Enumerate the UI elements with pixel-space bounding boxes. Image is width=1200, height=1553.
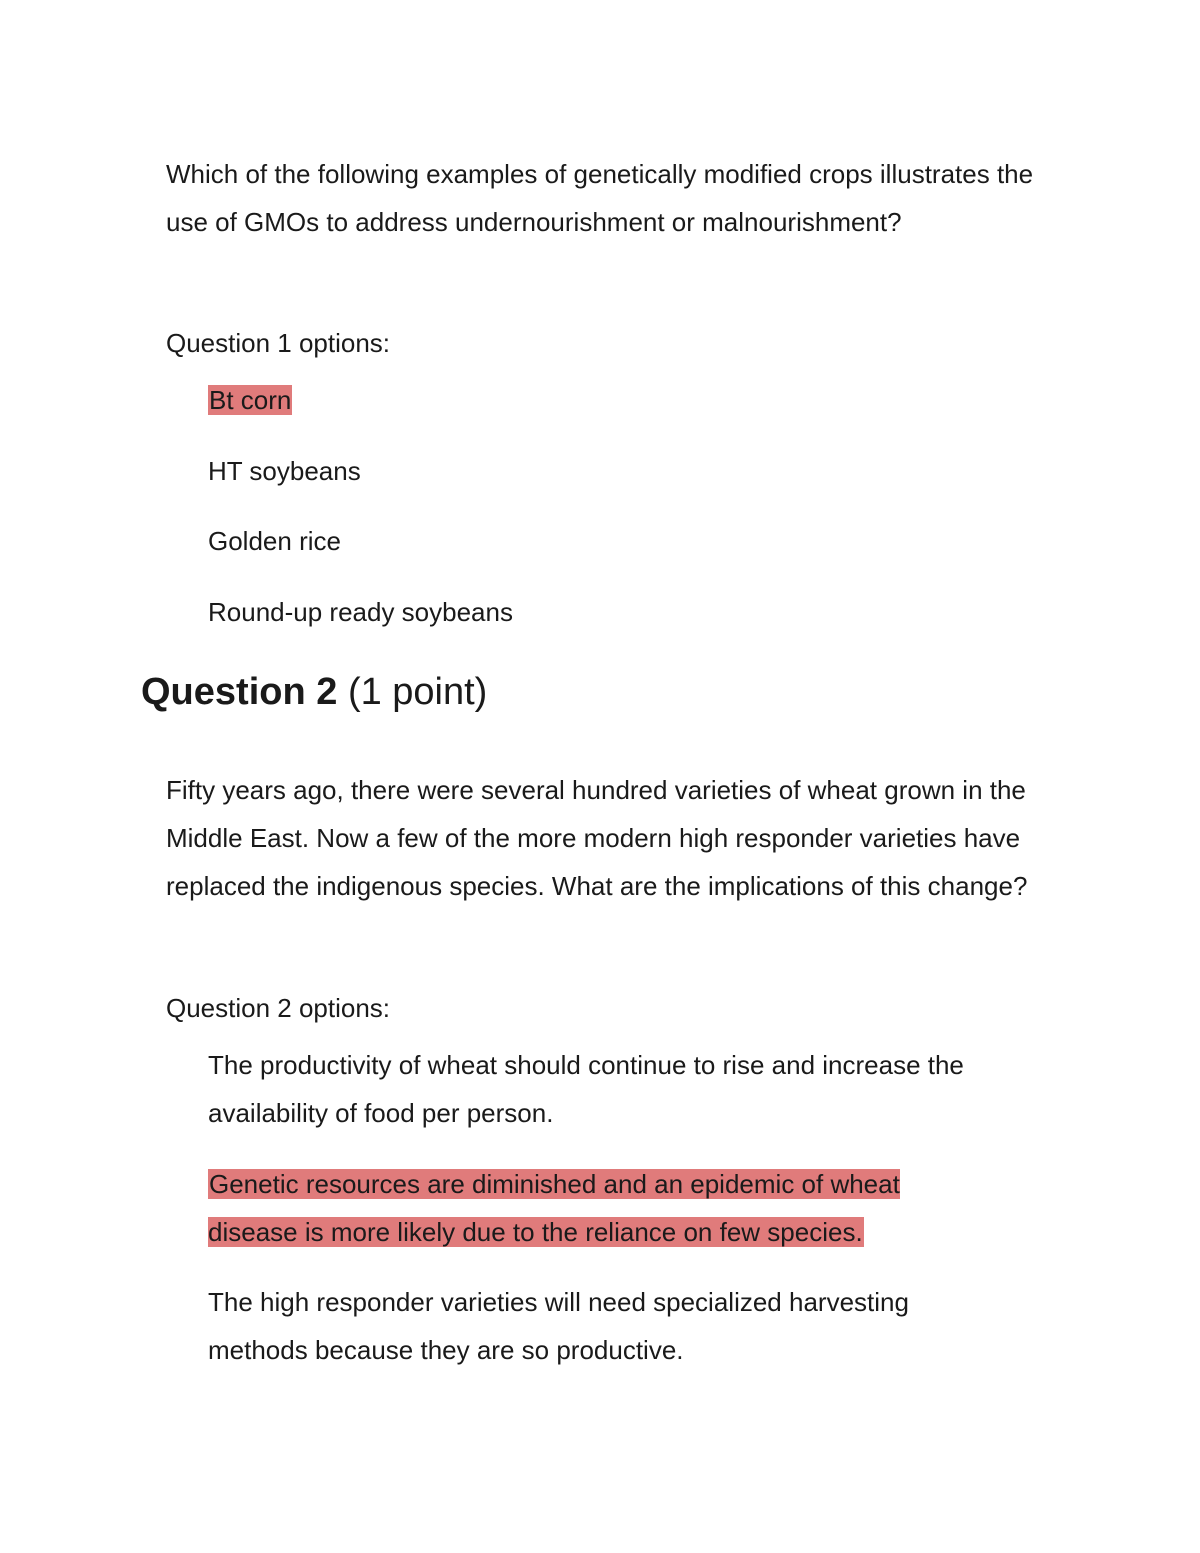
question-1-prompt: Which of the following examples of genetically modified crops illustrates the use of GMOs to address undernourishment or malnourishment? bbox=[166, 159, 1034, 237]
option-text: The high responder varieties will need specialized harvesting methods because they are so productive. bbox=[208, 1287, 909, 1365]
option-text: Bt corn bbox=[209, 385, 292, 415]
option-text: Golden rice bbox=[208, 526, 341, 556]
question-1-option-4[interactable] bbox=[208, 588, 1088, 636]
question-1-options-label: Question 1 options: bbox=[166, 328, 391, 358]
question-2-option-3[interactable] bbox=[208, 1278, 1008, 1374]
question-2-option-2[interactable] bbox=[208, 1160, 988, 1256]
option-text: Genetic resources are diminished and an epidemic of wheat disease is more likely due to the reliance on few species. bbox=[208, 1169, 900, 1247]
option-text: HT soybeans bbox=[208, 456, 361, 486]
question-2-points: (1 point) bbox=[347, 671, 488, 713]
question-2-title: Question 2 bbox=[141, 671, 338, 713]
option-text: The productivity of wheat should continue to rise and increase the availability of food per person. bbox=[208, 1050, 964, 1128]
option-text: Round-up ready soybeans bbox=[208, 597, 513, 627]
question-1-option-2[interactable] bbox=[208, 447, 1088, 495]
question-2-prompt: Fifty years ago, there were several hundred varieties of wheat grown in the Middle East. Now a few of the more modern high responder varieties have replaced the indigenous species. What are the implications of this change? bbox=[166, 775, 1028, 901]
question-2-option-1[interactable] bbox=[208, 1041, 1088, 1137]
question-1-option-3[interactable] bbox=[208, 517, 1088, 565]
question-1-option-1[interactable] bbox=[208, 376, 1088, 424]
question-2-options-label: Question 2 options: bbox=[166, 993, 391, 1023]
question-2-heading bbox=[141, 668, 487, 716]
